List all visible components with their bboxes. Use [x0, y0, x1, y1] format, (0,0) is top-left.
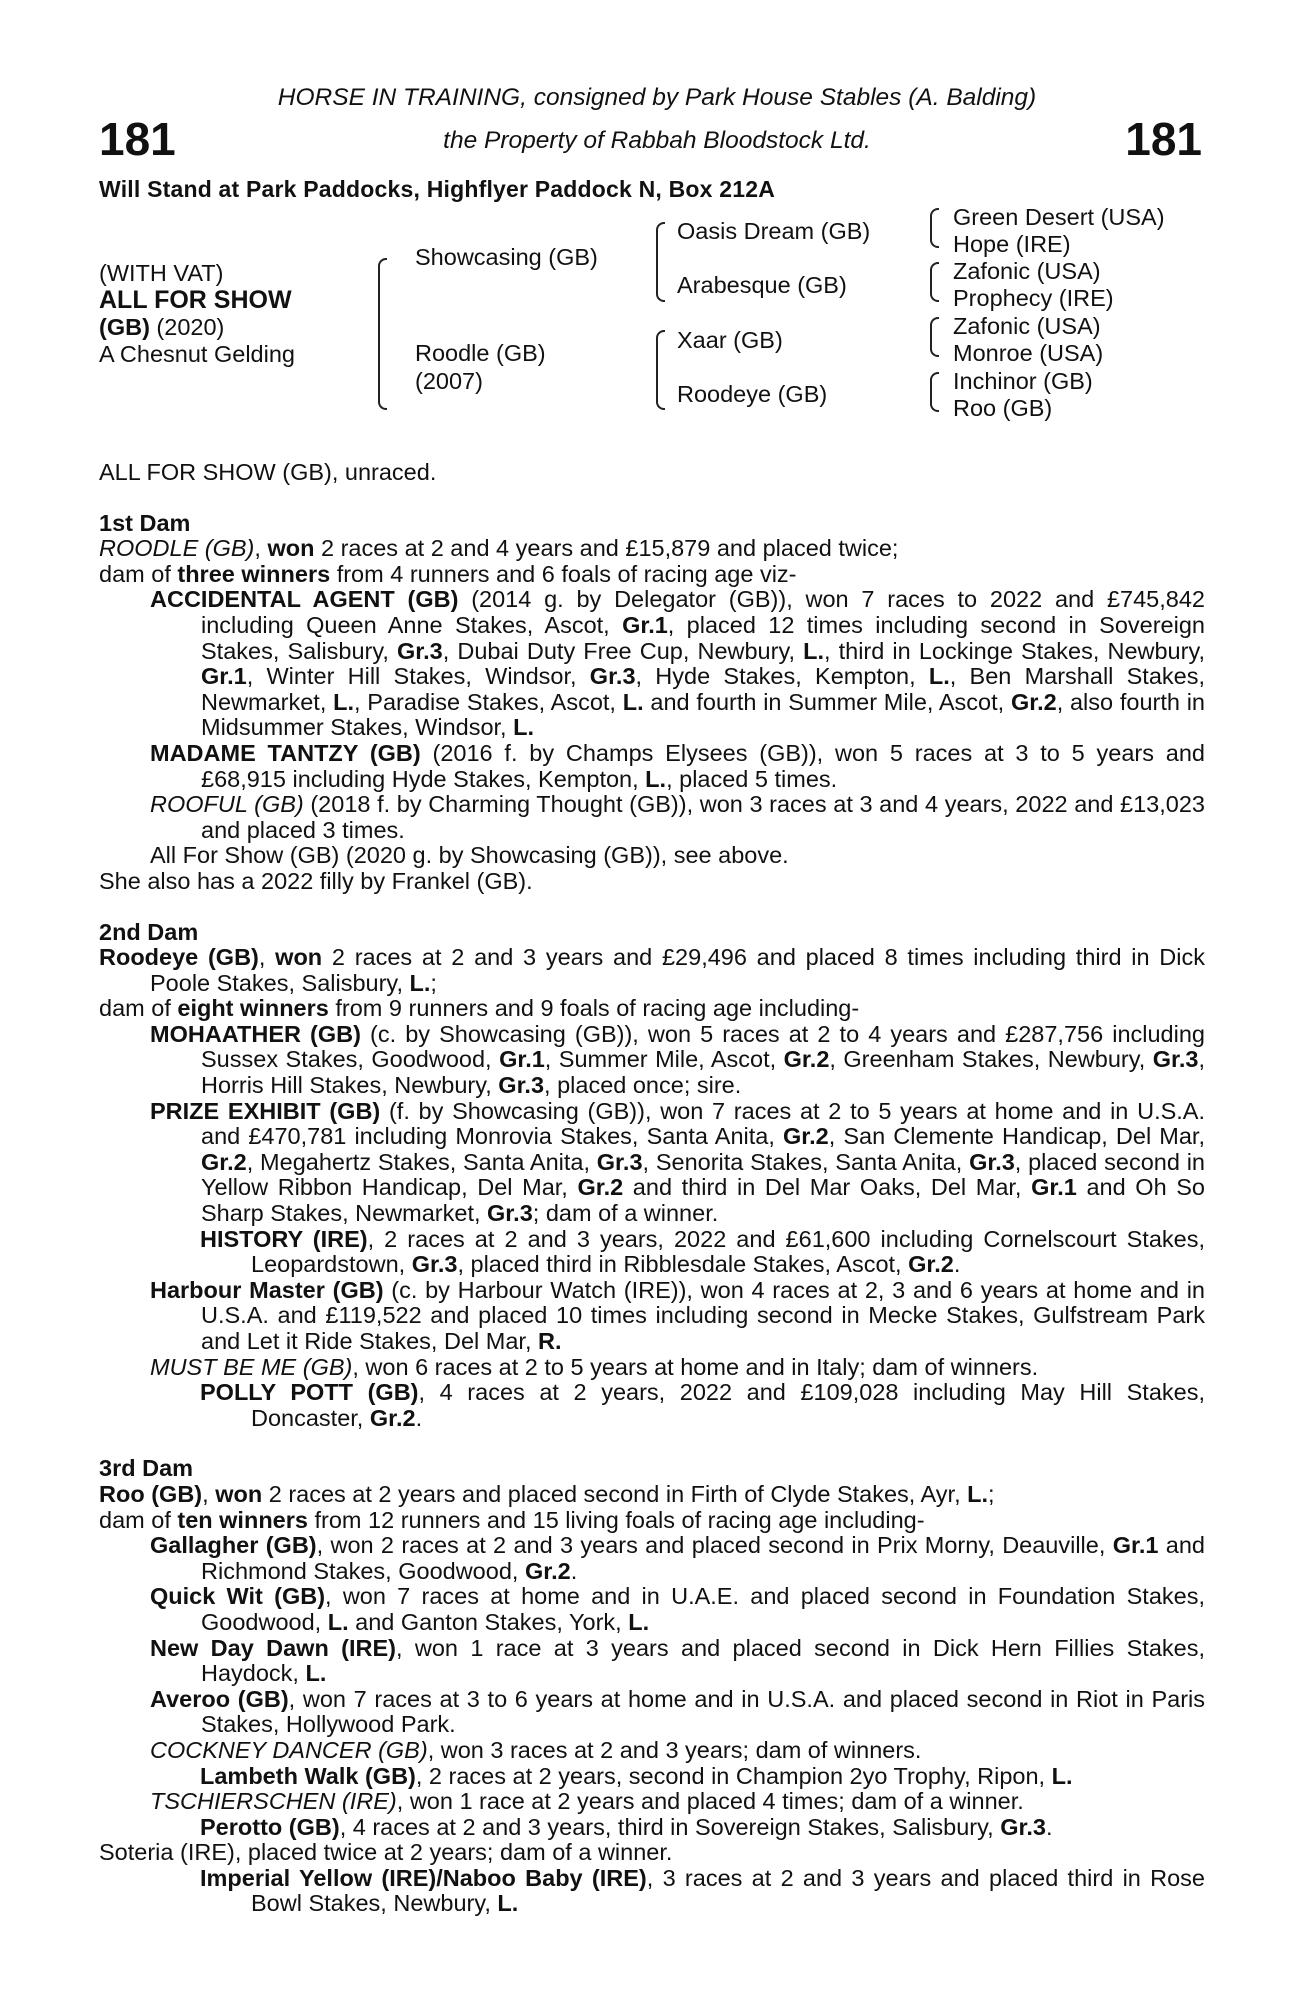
t: , won 3 races at 2 and 3 years; dam of winners.: [427, 1736, 922, 1763]
dam-of-text: dam of: [99, 1506, 178, 1533]
won-label: won: [275, 944, 323, 971]
progeny-name: Harbour Master (GB): [150, 1276, 384, 1303]
t: , 3 races at 2 and 3 years and placed third in Rose Bowl Stakes, Newbury,: [251, 1864, 1206, 1917]
progeny-madame-tantzy: [99, 741, 1205, 792]
brace-gen2-d: [656, 370, 665, 410]
grade: L.: [305, 1660, 327, 1687]
first-dam-heading: 1st Dam: [99, 509, 191, 536]
brace-gen3-c1: [930, 317, 939, 339]
second-dam-name: Roodeye (GB): [99, 944, 259, 971]
progeny-cockney-dancer: [99, 1738, 1205, 1764]
progeny-name: ACCIDENTAL AGENT (GB): [150, 586, 459, 613]
t: (c. by Harbour Watch (IRE)), won 4 races at 2, 3 and 6 years at home and in U.S.A. and £119,522 and placed 10 times including second in Mecke Stakes, Gulfstream Park and Let it Ride Stakes, Del Mar,: [201, 1276, 1205, 1354]
runners-text: from 12 runners and 15 living foals of racing age including-: [307, 1506, 925, 1533]
third-dam-record: Roo (GB), won 2 races at 2 years and placed second in Firth of Clyde Stakes, Ayr, L.;: [99, 1480, 995, 1507]
progeny-name: ROOFUL (GB): [150, 791, 304, 818]
progeny-quick-wit: [99, 1584, 1205, 1635]
second-dam-progeny-summary: [99, 996, 1205, 1022]
horse-year: (2020): [149, 314, 225, 340]
t: , Horris Hill Stakes, Newbury,: [201, 1046, 1206, 1099]
brace-gen3-d1: [930, 372, 939, 394]
grade: Gr.3: [969, 1148, 1015, 1175]
t: , 2 races at 2 and 3 years, 2022 and £61,600 including Cornelscourt Stakes, Leopardstown,: [251, 1225, 1205, 1278]
progeny-name: COCKNEY DANCER (GB): [150, 1736, 428, 1763]
first-dam-progeny-summary: [99, 562, 1205, 588]
won-label: won: [267, 535, 315, 562]
progeny-harbour-master: [99, 1278, 1205, 1355]
horse-description: A Chesnut Gelding: [99, 341, 295, 367]
runners-text: from 4 runners and 6 foals of racing age viz-: [330, 560, 797, 587]
t: .: [415, 1404, 423, 1431]
progeny-name: MUST BE ME (GB): [150, 1353, 353, 1380]
t: , third in Lockinge Stakes, Newbury,: [823, 637, 1205, 664]
t: 2 races at 2 years and placed second in Firth of Clyde Stakes, Ayr,: [262, 1480, 968, 1507]
t: ; dam of a winner.: [532, 1200, 719, 1227]
t: , 2 races at 2 years, second in Champion 2yo Trophy, Ripon,: [415, 1762, 1052, 1789]
grade: Gr.1: [1031, 1174, 1077, 1201]
t: , Megahertz Stakes, Santa Anita,: [246, 1148, 597, 1175]
lot-number-right: 181: [1125, 113, 1202, 165]
grade: L.: [928, 663, 950, 690]
grade: L.: [622, 688, 644, 715]
grade: Gr.1: [622, 611, 668, 638]
t: (2016 f. by Champs Elysees (GB)), won 5 races at 3 to 5 years and £68,915 including Hyde Stakes, Kempton,: [201, 739, 1205, 792]
t: , San Clemente Handicap, Del Mar,: [828, 1123, 1205, 1150]
t: , placed third in Ribblesdale Stakes, Ascot,: [457, 1251, 909, 1278]
won-label: won: [215, 1480, 263, 1507]
t: , won 1 race at 2 years and placed 4 times; dam of a winner.: [396, 1788, 1024, 1815]
progeny-tschierschen: [99, 1789, 1205, 1815]
progeny-imperial-yellow: [99, 1866, 1205, 1917]
progeny-soteria: Soteria (IRE), placed twice at 2 years; dam of a winner.: [99, 1839, 673, 1866]
t: , won 1 race at 3 years and placed second in Dick Hern Fillies Stakes, Haydock,: [201, 1634, 1205, 1687]
grade: Gr.2: [524, 1557, 571, 1584]
t: and Richmond Stakes, Goodwood,: [201, 1532, 1205, 1584]
progeny-perotto: [99, 1815, 1205, 1841]
grade: Gr.2: [783, 1046, 830, 1073]
winners-count: three winners: [177, 560, 331, 587]
vat-label: (WITH VAT): [99, 260, 224, 286]
brace-gen3-b1: [930, 262, 939, 284]
yearling-note: She also has a 2022 filly by Frankel (GB).: [99, 867, 533, 894]
third-dam-name: Roo (GB): [99, 1480, 203, 1507]
first-dam-record: ROODLE (GB), won 2 races at 2 and 4 years and £15,879 and placed twice;: [99, 535, 899, 562]
t: .: [1045, 1813, 1053, 1840]
progeny-rooful: [99, 792, 1205, 843]
t: , placed 12 times including second in Sovereign Stakes, Salisbury,: [201, 611, 1205, 664]
grade: L.: [1051, 1762, 1073, 1789]
grade: L.: [333, 688, 355, 715]
ancestor-8: Roo (GB): [953, 395, 1053, 421]
grade: R.: [538, 1328, 562, 1354]
first-dam-name: ROODLE (GB): [99, 535, 255, 562]
brace-gen3-d2: [930, 392, 939, 412]
dam-of-text: dam of: [99, 560, 178, 587]
progeny-gallagher: [99, 1533, 1205, 1584]
progeny-must-be-me: [99, 1355, 1205, 1381]
grade: Gr.2: [577, 1174, 624, 1201]
horse-origin: (GB): [99, 314, 150, 340]
grade: Gr.3: [1000, 1813, 1046, 1840]
t: 2 races at 2 and 3 years and £29,496 and placed 8 times including third in Dick Poole Stakes, Salisbury,: [150, 944, 1205, 996]
t: and Oh So Sharp Stakes, Newmarket,: [201, 1174, 1206, 1227]
progeny-mohaather: [99, 1022, 1205, 1099]
t: , won 2 races at 2 and 3 years and placed second in Prix Morny, Deauville,: [316, 1532, 1113, 1559]
dam-dam: Roodeye (GB): [677, 381, 828, 407]
grade: L.: [967, 1480, 989, 1507]
t: , placed second in Yellow Ribbon Handicap, Del Mar,: [201, 1148, 1205, 1201]
grade: Gr.2: [369, 1404, 416, 1431]
stand-location: Will Stand at Park Paddocks, Highflyer Paddock N, Box 212A: [99, 176, 776, 202]
grade: L.: [803, 637, 824, 664]
sire-sire: Oasis Dream (GB): [677, 218, 871, 244]
grade: Gr.2: [1010, 688, 1057, 715]
progeny-name: MOHAATHER (GB): [150, 1020, 361, 1047]
grade: L.: [327, 1608, 349, 1635]
ancestor-3: Zafonic (USA): [953, 258, 1101, 284]
horse-name: ALL FOR SHOW: [99, 286, 292, 314]
t: , 4 races at 2 and 3 years, third in Sovereign Stakes, Salisbury,: [339, 1813, 1001, 1840]
winners-count: ten winners: [177, 1506, 308, 1533]
record-text: 2 races at 2 and 4 years and £15,879 and placed twice;: [314, 535, 899, 562]
grade: Gr.1: [499, 1046, 545, 1073]
grade: L.: [497, 1890, 519, 1917]
runners-text: from 9 runners and 9 foals of racing age including-: [328, 995, 860, 1022]
t: , also fourth in Midsummer Stakes, Windsor,: [201, 688, 1205, 741]
ancestor-1: Green Desert (USA): [953, 204, 1165, 230]
second-dam-heading: 2nd Dam: [99, 918, 199, 945]
progeny-averoo: [99, 1687, 1205, 1738]
grade: Gr.1: [1112, 1532, 1159, 1559]
progeny-name: TSCHIERSCHEN (IRE): [150, 1788, 397, 1815]
grade: L.: [513, 714, 534, 741]
grade: Gr.3: [589, 663, 636, 690]
t: ;: [430, 969, 437, 996]
brace-gen3-c2: [930, 337, 939, 357]
t: , placed once; sire.: [544, 1072, 742, 1099]
progeny-name: Imperial Yellow (IRE)/Naboo Baby (IRE): [200, 1864, 647, 1891]
t: (2018 f. by Charming Thought (GB)), won 3 races at 3 and 4 years, 2022 and £13,023 and placed 3 times.: [201, 791, 1205, 843]
grade: Gr.3: [397, 637, 443, 664]
grade: L.: [628, 1608, 650, 1635]
brace-sire-top: [378, 258, 387, 340]
progeny-all-for-show: All For Show (GB) (2020 g. by Showcasing (GB)), see above.: [150, 842, 789, 869]
t: .: [570, 1557, 578, 1584]
ancestor-7: Inchinor (GB): [953, 368, 1093, 394]
dam-year: (2007): [415, 368, 483, 394]
progeny-name: MADAME TANTZY (GB): [150, 739, 421, 766]
t: ;: [988, 1480, 995, 1507]
brace-gen2-a: [656, 222, 665, 264]
t: (2014 g. by Delegator (GB)), won 7 races to 2022 and £745,842 including Queen Anne Stakes, Ascot,: [201, 586, 1205, 638]
grade: L.: [409, 969, 431, 996]
t: , Summer Mile, Ascot,: [544, 1046, 784, 1073]
progeny-polly-pott: [99, 1380, 1205, 1431]
progeny-name: Averoo (GB): [150, 1685, 289, 1712]
progeny-history: [99, 1227, 1205, 1278]
progeny-name: Lambeth Walk (GB): [200, 1762, 416, 1789]
t: and fourth in Summer Mile, Ascot,: [643, 688, 1011, 715]
dam-of-text: dam of: [99, 995, 178, 1022]
t: , Greenham Stakes, Newbury,: [829, 1046, 1153, 1073]
progeny-name: HISTORY (IRE): [200, 1225, 368, 1252]
progeny-lambeth-walk: [99, 1764, 1205, 1790]
t: , won 7 races at home and in U.A.E. and placed second in Foundation Stakes, Goodwood,: [201, 1583, 1205, 1635]
winners-count: eight winners: [177, 995, 329, 1022]
ancestor-4: Prophecy (IRE): [953, 285, 1114, 311]
progeny-name: New Day Dawn (IRE): [150, 1634, 396, 1661]
progeny-name: PRIZE EXHIBIT (GB): [150, 1097, 381, 1124]
ancestor-2: Hope (IRE): [953, 231, 1071, 257]
brace-gen3-a2: [930, 228, 939, 248]
grade: Gr.3: [411, 1251, 458, 1278]
lot-number-left: 181: [99, 113, 176, 165]
sire-name: Showcasing (GB): [415, 244, 598, 270]
progeny-name: Gallagher (GB): [150, 1532, 317, 1559]
ancestor-6: Monroe (USA): [953, 340, 1104, 366]
t: , Hyde Stakes, Kempton,: [635, 663, 929, 690]
brace-gen3-a1: [930, 208, 939, 230]
t: (f. by Showcasing (GB)), won 7 races at 2 to 5 years at home and in U.S.A. and £470,781 including Monrovia Stakes, Santa Anita,: [201, 1097, 1206, 1150]
progeny-accidental-agent: [99, 587, 1205, 741]
t: , Ben Marshall Stakes, Newmarket,: [201, 663, 1205, 715]
ancestor-5: Zafonic (USA): [953, 313, 1101, 339]
third-dam-heading: 3rd Dam: [99, 1455, 194, 1482]
grade: Gr.3: [487, 1200, 533, 1227]
brace-gen2-b: [656, 262, 665, 302]
grade: Gr.2: [783, 1123, 829, 1150]
grade: Gr.3: [1152, 1046, 1199, 1073]
t: , won 6 races at 2 to 5 years at home and in Italy; dam of winners.: [352, 1353, 1039, 1380]
t: and third in Del Mar Oaks, Del Mar,: [623, 1174, 1032, 1201]
consignor-line: HORSE IN TRAINING, consigned by Park House Stables (A. Balding): [277, 84, 1037, 111]
progeny-name: POLLY POTT (GB): [200, 1379, 419, 1406]
grade: L.: [645, 765, 667, 792]
second-dam-record: Roodeye (GB), won 2 races at 2 and 3 years and £29,496 and placed 8 times including third in Dick Poole Stakes, Salisbury, L.;: [99, 944, 1205, 996]
dam-name: Roodle (GB): [415, 340, 546, 366]
t: , Paradise Stakes, Ascot,: [354, 688, 623, 715]
grade: Gr.3: [498, 1072, 545, 1099]
progeny-prize-exhibit: [99, 1099, 1205, 1227]
progeny-name: Quick Wit (GB): [150, 1583, 326, 1610]
dam-sire: Xaar (GB): [677, 327, 783, 353]
grade: Gr.2: [201, 1148, 247, 1175]
t: , Senorita Stakes, Santa Anita,: [642, 1148, 970, 1175]
brace-gen3-b2: [930, 282, 939, 302]
t: , won 7 races at 3 to 6 years at home and in U.S.A. and placed second in Riot in Paris Stakes, Hollywood Park.: [201, 1685, 1205, 1738]
t: .: [953, 1251, 961, 1278]
t: and Ganton Stakes, York,: [348, 1608, 629, 1635]
sire-dam: Arabesque (GB): [677, 272, 847, 298]
grade: Gr.3: [596, 1148, 643, 1175]
brace-gen2-c: [656, 330, 665, 372]
progeny-name: Perotto (GB): [200, 1813, 340, 1840]
t: , Winter Hill Stakes, Windsor,: [246, 663, 590, 690]
t: (c. by Showcasing (GB)), won 5 races at 2 to 4 years and £287,756 including Sussex Stakes, Goodwood,: [201, 1020, 1205, 1073]
grade: Gr.2: [908, 1251, 954, 1278]
third-dam-progeny-summary: [99, 1508, 1205, 1534]
catalogue-body: [99, 460, 1205, 1917]
property-line: the Property of Rabbah Bloodstock Ltd.: [443, 127, 871, 154]
t: , Dubai Duty Free Cup, Newbury,: [442, 637, 804, 664]
t: , 4 races at 2 years, 2022 and £109,028 including May Hill Stakes, Doncaster,: [251, 1379, 1205, 1431]
t: , placed 5 times.: [666, 765, 838, 792]
brace-dam-bottom: [378, 338, 387, 410]
intro-line: ALL FOR SHOW (GB), unraced.: [99, 459, 437, 485]
grade: Gr.1: [201, 663, 247, 690]
progeny-new-day-dawn: [99, 1636, 1205, 1687]
horse-origin-year: [99, 313, 224, 341]
